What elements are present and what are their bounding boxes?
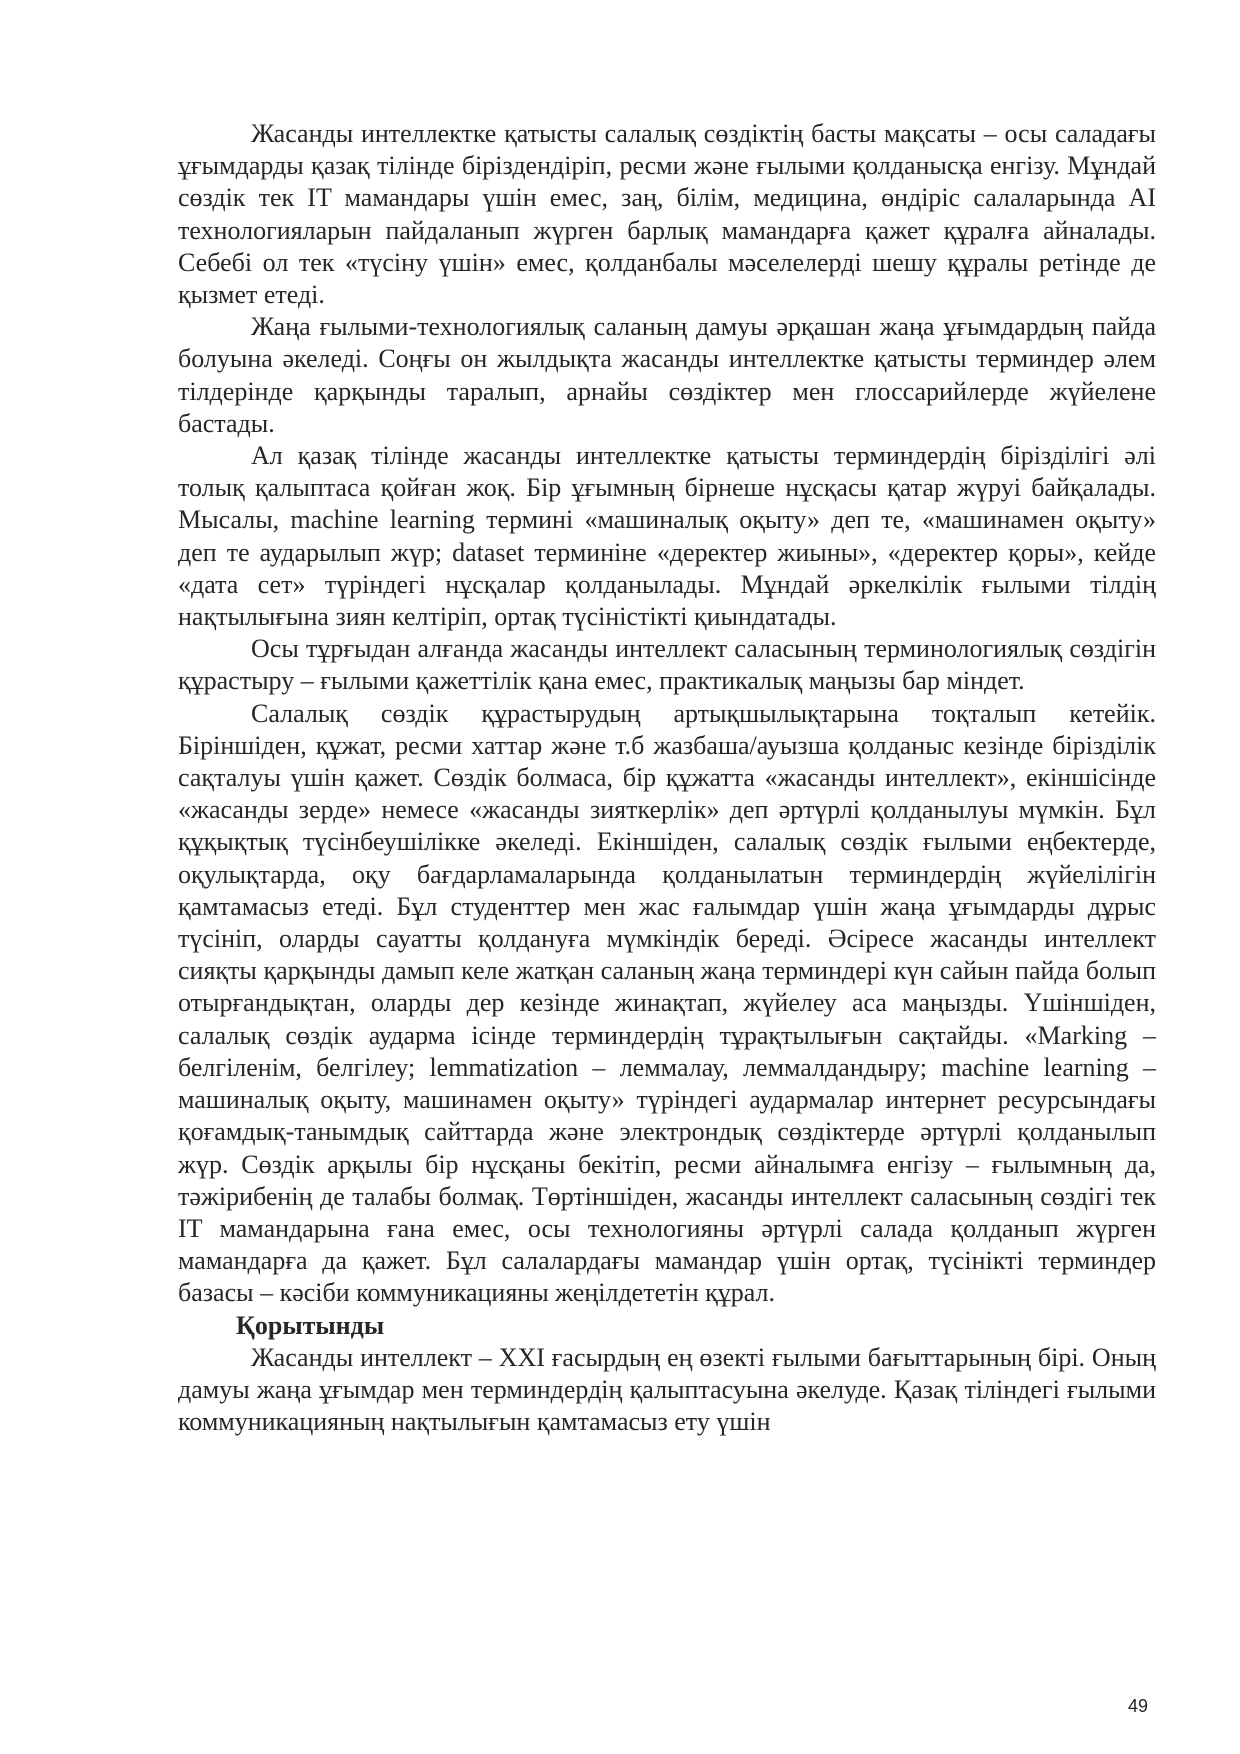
body-text bbox=[178, 118, 1156, 1438]
paragraph-conclusion: Жасанды интеллект – XXI ғасырдың ең өзекті ғылыми бағыттарының бірі. Оның дамуы жаңа ұғымдар мен терминдердің қалыптасуына әкелуде. Қазақ тіліндегі ғылыми коммуникацияның нақтылығын қамтамасыз ету үшін bbox=[178, 1342, 1156, 1437]
paragraph-term-consistency: Ал қазақ тілінде жасанды интеллектке қатысты терминдердің бірізділігі әлі толық қалыптаса қойған жоқ. Бір ұғымның бірнеше нұсқасы қатар жүруі байқалады. Мысалы, machine learning термині «машиналық оқыту» деп те, «машинамен оқыту» деп те аударылып жүр; dataset терминіне «деректер жиыны», «деректер қоры», кейде «дата сет» түріндегі нұсқалар қолданылады. Мұндай әркелкілік ғылыми тілдің нақтылығына зиян келтіріп, ортақ түсіністікті қиындатады. bbox=[178, 441, 1156, 632]
paragraph-practical-task: Осы тұрғыдан алғанда жасанды интеллект саласының терминологиялық сөздігін құрастыру – ғылыми қажеттілік қана емес, практикалық маңызы бар міндет. bbox=[178, 634, 1156, 696]
paragraph-advantages: Салалық сөздік құрастырудың артықшылықтарына тоқталып кетейік. Біріншіден, құжат, ресми хаттар және т.б жазбаша/ауызша қолданыс кезінде бірізділік сақталуы үшін қажет. Сөздік болмаса, бір құжатта «жасанды интеллект», екіншісінде «жасанды зерде» немесе «жасанды зияткерлік» деп әртүрлі қолданылуы мүмкін. Бұл құқықтық түсінбеушілікке әкеледі. Екіншіден, салалық сөздік ғылыми еңбектерде, оқулықтарда, оқу бағдарламаларында қолданылатын терминдердің жүйелілігін қамтамасыз етеді. Бұл студенттер мен жас ғалымдар үшін жаңа ұғымдарды дұрыс түсініп, оларды сауатты қолдануға мүмкіндік береді. Әсіресе жасанды интеллект сияқты қарқынды дамып келе жатқан саланың жаңа терминдері күн сайын пайда болып отырғандықтан, оларды дер кезінде жинақтап, жүйелеу аса маңызды. Үшіншіден, салалық сөздік аударма ісінде терминдердің тұрақтылығын сақтайды. «Marking – белгіленім, белгілеу; lemmatization – леммалау, леммалдандыру; machine learning – машиналық оқыту, машинамен оқыту» түріндегі аудармалар интернет ресурсындағы қоғамдық-танымдық сайттарда және электрондық сөздіктерде әртүрлі қолданылып жүр. Сөздік арқылы бір нұсқаны бекітіп, ресми айналымға енгізу – ғылымның да, тәжірибенің де талабы болмақ. Төртіншіден, жасанды интеллект саласының сөздігі тек IT мамандарына ғана емес, осы технологияны әртүрлі салада қолданып жүрген мамандарға да қажет. Бұл салалардағы мамандар үшін ортақ, түсінікті терминдер базасы – кәсіби коммуникацияны жеңілдететін құрал. bbox=[178, 698, 1156, 1308]
paragraph-dictionary-purpose: Жасанды интеллектке қатысты салалық сөздіктің басты мақсаты – осы саладағы ұғымдарды қазақ тілінде біріздендіріп, ресми және ғылыми қолданысқа енгізу. Мұндай сөздік тек IT мамандары үшін емес, заң, білім, медицина, өндіріс салаларында AI технологияларын пайдаланып жүрген барлық мамандарға қажет құралға айналады. Себебі ол тек «түсіну үшін» емес, қолданбалы мәселелерді шешу құралы ретінде де қызмет етеді. bbox=[178, 119, 1156, 310]
page-number: 49 bbox=[1128, 1696, 1149, 1716]
paragraph-new-concepts: Жаңа ғылыми-технологиялық саланың дамуы әрқашан жаңа ұғымдардың пайда болуына әкеледі. Соңғы он жылдықта жасанды интеллектке қатысты терминдер әлем тілдерінде қарқынды таралып, арнайы сөздіктер мен глоссарийлерде жүйелене бастады. bbox=[178, 312, 1156, 438]
conclusion-heading: Қорытынды bbox=[236, 1310, 385, 1340]
